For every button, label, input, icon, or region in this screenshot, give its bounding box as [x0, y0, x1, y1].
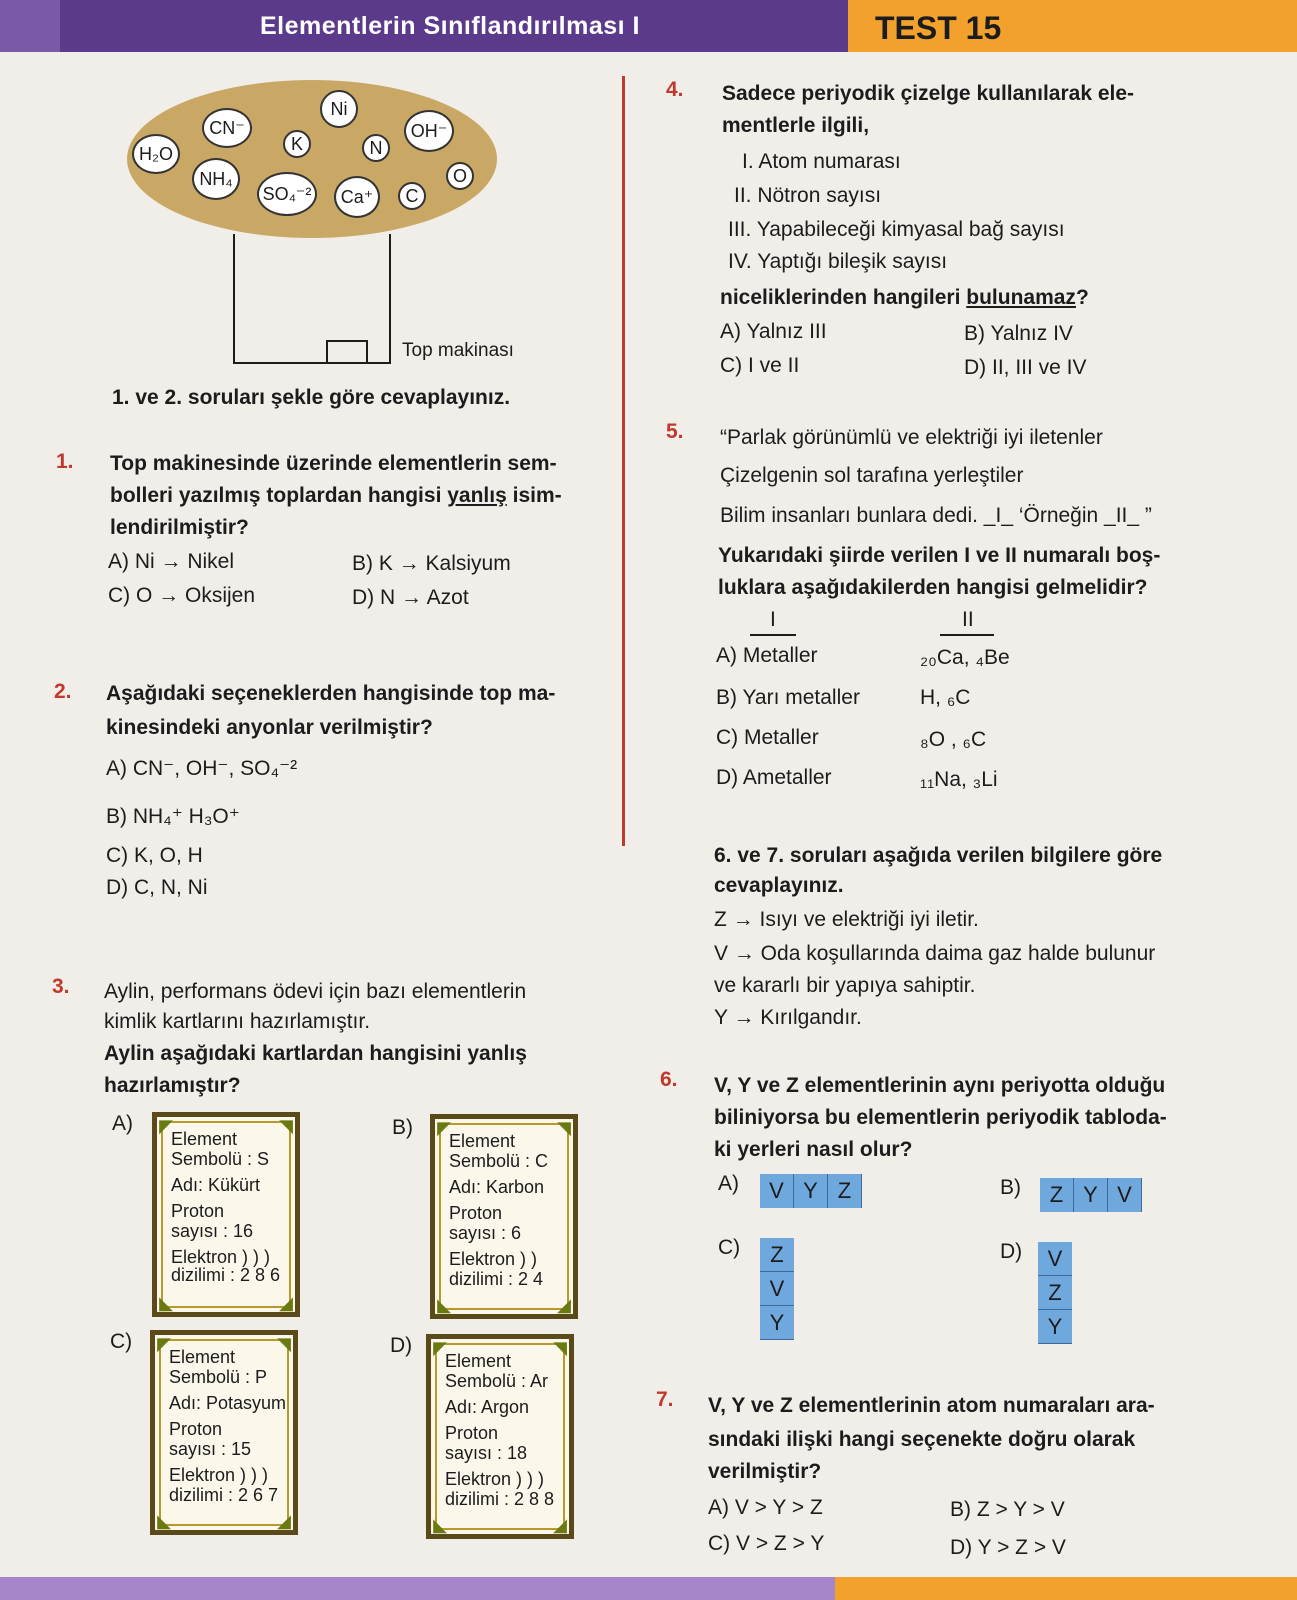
table-cell: Y: [1074, 1178, 1108, 1212]
table-cell: V: [1038, 1242, 1072, 1276]
q5-option-a[interactable]: A) Metaller: [716, 644, 818, 667]
ball-ni: Ni: [320, 90, 358, 128]
corner-arrow-icon: ◢: [557, 1295, 571, 1315]
q7-line3: verilmiştir?: [708, 1460, 822, 1483]
q3-line4: hazırlamıştır?: [104, 1074, 241, 1097]
card-line: sayısı : 6: [449, 1223, 522, 1243]
q6-option-a[interactable]: A): [718, 1172, 739, 1195]
table-cell: Z: [1038, 1276, 1072, 1310]
q4-item-2: II. Nötron sayısı: [734, 184, 882, 207]
q5-option-c[interactable]: C) Metaller: [716, 726, 819, 749]
corner-arrow-icon: ◢: [553, 1515, 567, 1535]
q7-line2: sındaki ilişki hangi seçenekte doğru olarak: [708, 1428, 1136, 1451]
footer-right-bar: [835, 1577, 1297, 1600]
q7-option-a[interactable]: A) V > Y > Z: [708, 1496, 823, 1519]
card-line: Sembolü : S: [171, 1149, 270, 1169]
figure-label: Top makinası: [402, 340, 514, 361]
info67-y: Y → Kırılgandır.: [714, 1006, 862, 1029]
q2-number: 2.: [54, 680, 72, 703]
page-title: Elementlerin Sınıflandırılması I: [260, 12, 640, 40]
q4-option-b[interactable]: B) Yalnız IV: [964, 322, 1073, 345]
q6-option-c[interactable]: C): [718, 1236, 741, 1259]
table-cell: V: [1108, 1178, 1142, 1212]
ball-oh: OH⁻: [404, 110, 454, 152]
q2-option-a[interactable]: A) CN⁻, OH⁻, SO₄⁻²: [106, 757, 298, 780]
ball-so4: SO₄⁻²: [257, 172, 317, 216]
q6-line1: V, Y ve Z elementlerinin aynı periyotta olduğu: [714, 1074, 1166, 1097]
q2-option-c[interactable]: C) K, O, H: [106, 844, 203, 867]
q6-option-c-cells: [760, 1238, 794, 1340]
q4-option-a[interactable]: A) Yalnız III: [720, 320, 827, 343]
q6-line3: ki yerleri nasıl olur?: [714, 1138, 913, 1161]
column-divider: [622, 76, 625, 846]
col-underline: [750, 634, 796, 636]
q5-option-d-value: ₁₁Na, ₃Li: [920, 768, 998, 791]
card-line: Sembolü : C: [449, 1151, 549, 1171]
ball-machine-outlet: [326, 340, 368, 364]
corner-arrow-icon: ◥: [553, 1338, 567, 1358]
q7-option-c[interactable]: C) V > Z > Y: [708, 1532, 825, 1555]
table-cell: Z: [1040, 1178, 1074, 1212]
q6-option-a-cells: [760, 1174, 862, 1208]
q6-option-d-cells: [1038, 1242, 1072, 1344]
table-cell: V: [760, 1174, 794, 1208]
table-cell: Y: [1038, 1310, 1072, 1344]
card-line: Adı: Potasyum: [169, 1393, 287, 1413]
q2-line1: Aşağıdaki seçeneklerden hangisinde top ma-: [106, 682, 556, 705]
q5-poem-line3: Bilim insanları bunlara dedi. _I_ ‘Örneğin _II_ ”: [720, 504, 1152, 527]
ball-k: K: [283, 130, 311, 158]
q3-card-c[interactable]: [150, 1330, 298, 1535]
card-line: Element: [449, 1131, 516, 1151]
corner-arrow-icon: ◤: [159, 1116, 173, 1136]
corner-arrow-icon: ◢: [277, 1511, 291, 1531]
q6-option-b[interactable]: B): [1000, 1176, 1021, 1199]
q5-number: 5.: [666, 420, 684, 443]
q1-option-b[interactable]: B) K → Kalsiyum: [352, 552, 511, 575]
q5-line1: Yukarıdaki şiirde verilen I ve II numaralı boş-: [718, 544, 1161, 567]
card-line: dizilimi : 2 8 6: [171, 1265, 281, 1285]
q7-number: 7.: [656, 1388, 674, 1411]
q5-poem-line1: “Parlak görünümlü ve elektriği iyi iletenler: [720, 426, 1103, 449]
corner-arrow-icon: ◤: [433, 1338, 447, 1358]
header-stripe: [0, 0, 60, 52]
q3-option-d-label[interactable]: D): [390, 1334, 413, 1357]
q5-option-c-value: ₈O , ₆C: [920, 728, 987, 751]
q3-line2: kimlik kartlarını hazırlamıştır.: [104, 1010, 371, 1033]
ball-o: O: [446, 162, 474, 190]
card-line: dizilimi : 2 8 8: [445, 1489, 555, 1509]
q6-option-d[interactable]: D): [1000, 1240, 1023, 1263]
q5-option-d[interactable]: D) Ametaller: [716, 766, 832, 789]
card-line: Element: [169, 1347, 236, 1367]
corner-arrow-icon: ◣: [433, 1515, 447, 1535]
corner-arrow-icon: ◣: [159, 1293, 173, 1313]
q1-option-a[interactable]: A) Ni → Nikel: [108, 550, 235, 573]
q4-item-4: IV. Yaptığı bileşik sayısı: [728, 250, 948, 273]
q5-col-header-2: II: [962, 608, 974, 631]
q4-item-3: III. Yapabileceği kimyasal bağ sayısı: [728, 218, 1065, 241]
card-line: Adı: Argon: [445, 1397, 530, 1417]
q4-option-c[interactable]: C) I ve II: [720, 354, 800, 377]
card-line: Sembolü : Ar: [445, 1371, 549, 1391]
card-line: Adı: Kükürt: [171, 1175, 261, 1195]
q3-option-c-label[interactable]: C): [110, 1330, 133, 1353]
table-cell: V: [760, 1272, 794, 1306]
card-line: Elektron ) ) ): [171, 1247, 271, 1267]
card-line: Elektron ) ) ): [169, 1465, 269, 1485]
q3-option-a-label[interactable]: A): [112, 1112, 133, 1135]
col-underline: [940, 634, 994, 636]
card-line: sayısı : 18: [445, 1443, 528, 1463]
q4-line3: niceliklerinden hangileri bulunamaz?: [720, 286, 1089, 309]
ball-h2o: H₂O: [132, 134, 180, 174]
q1-option-c[interactable]: C) O → Oksijen: [108, 584, 256, 607]
info67-line1: 6. ve 7. soruları aşağıda verilen bilgilere göre: [714, 844, 1163, 867]
ball-nh4: NH₄: [192, 158, 240, 200]
ball-ca: Ca⁺: [334, 176, 380, 218]
card-line: Adı: Karbon: [449, 1177, 545, 1197]
card-line: Element: [445, 1351, 512, 1371]
q6-number: 6.: [660, 1068, 678, 1091]
q4-option-d[interactable]: D) II, III ve IV: [964, 356, 1087, 379]
ball-machine-hopper: [127, 80, 497, 238]
q3-card-d[interactable]: [426, 1334, 574, 1539]
q6-option-b-cells: [1040, 1178, 1142, 1212]
card-line: sayısı : 16: [171, 1221, 254, 1241]
q5-option-b-value: H, ₆C: [920, 686, 971, 709]
q5-option-b[interactable]: B) Yarı metaller: [716, 686, 860, 709]
q4-line1: Sadece periyodik çizelge kullanılarak ele-: [722, 82, 1135, 105]
table-cell: Z: [760, 1238, 794, 1272]
corner-arrow-icon: ◥: [557, 1118, 571, 1138]
table-cell: Y: [760, 1306, 794, 1340]
figure-instruction: 1. ve 2. soruları şekle göre cevaplayınız.: [112, 386, 511, 409]
q3-number: 3.: [52, 975, 70, 998]
q2-option-b[interactable]: B) NH₄⁺ H₃O⁺: [106, 805, 240, 828]
ball-c: C: [398, 182, 426, 210]
info67-v2: ve kararlı bir yapıya sahiptir.: [714, 974, 976, 997]
table-cell: Z: [828, 1174, 862, 1208]
q4-number: 4.: [666, 78, 684, 101]
card-line: dizilimi : 2 6 7: [169, 1485, 279, 1505]
card-line: Proton: [449, 1203, 503, 1223]
card-line: Proton: [169, 1419, 223, 1439]
card-line: Element: [171, 1129, 238, 1149]
q5-option-a-value: ₂₀Ca, ₄Be: [920, 646, 1010, 669]
q4-item-1: I. Atom numarası: [742, 150, 901, 173]
corner-arrow-icon: ◣: [437, 1295, 451, 1315]
ball-cn: CN⁻: [202, 108, 252, 148]
q7-option-b[interactable]: B) Z > Y > V: [950, 1498, 1065, 1521]
card-line: Proton: [171, 1201, 225, 1221]
q1-option-d[interactable]: D) N → Azot: [352, 586, 469, 609]
card-line: dizilimi : 2 4: [449, 1269, 544, 1289]
card-line: sayısı : 15: [169, 1439, 252, 1459]
q3-line3: Aylin aşağıdaki kartlardan hangisini yanlış: [104, 1042, 527, 1065]
corner-arrow-icon: ◥: [279, 1116, 293, 1136]
q1-number: 1.: [56, 450, 74, 473]
q5-line2: luklara aşağıdakilerden hangisi gelmelidir?: [718, 576, 1148, 599]
corner-arrow-icon: ◥: [277, 1334, 291, 1354]
info67-z: Z → Isıyı ve elektriği iyi iletir.: [714, 908, 979, 931]
q3-option-b-label[interactable]: B): [392, 1116, 413, 1139]
card-line: Proton: [445, 1423, 499, 1443]
corner-arrow-icon: ◤: [437, 1118, 451, 1138]
q5-poem-line2: Çizelgenin sol tarafına yerleştiler: [720, 464, 1024, 487]
q7-option-d[interactable]: D) Y > Z > V: [950, 1536, 1066, 1559]
q2-line2: kinesindeki anyonlar verilmiştir?: [106, 716, 433, 739]
q3-card-b[interactable]: [430, 1114, 578, 1319]
corner-arrow-icon: ◣: [157, 1511, 171, 1531]
table-cell: Y: [794, 1174, 828, 1208]
info67-v1: V → Oda koşullarında daima gaz halde bulunur: [714, 942, 1156, 965]
q1-line1: Top makinesinde üzerinde elementlerin sem-: [110, 452, 557, 475]
q3-line1: Aylin, performans ödevi için bazı elementlerin: [104, 980, 527, 1003]
q2-option-d[interactable]: D) C, N, Ni: [106, 876, 208, 899]
test-number: TEST 15: [875, 10, 1002, 46]
footer-left-bar: [0, 1577, 835, 1600]
info67-line2: cevaplayınız.: [714, 874, 844, 897]
q5-col-header-1: I: [770, 608, 776, 631]
ball-n: N: [362, 134, 390, 162]
q4-line2: mentlerle ilgili,: [722, 114, 870, 137]
q1-line3: lendirilmiştir?: [110, 516, 249, 539]
q1-line2: bolleri yazılmış toplardan hangisi yanlış isim-: [110, 484, 562, 507]
q7-line1: V, Y ve Z elementlerinin atom numaraları ara-: [708, 1394, 1155, 1417]
card-line: Elektron ) ): [449, 1249, 538, 1269]
card-line: Elektron ) ) ): [445, 1469, 545, 1489]
corner-arrow-icon: ◢: [279, 1293, 293, 1313]
corner-arrow-icon: ◤: [157, 1334, 171, 1354]
q6-line2: biliniyorsa bu elementlerin periyodik tabloda-: [714, 1106, 1167, 1129]
card-line: Sembolü : P: [169, 1367, 268, 1387]
q3-card-a[interactable]: [152, 1112, 300, 1317]
